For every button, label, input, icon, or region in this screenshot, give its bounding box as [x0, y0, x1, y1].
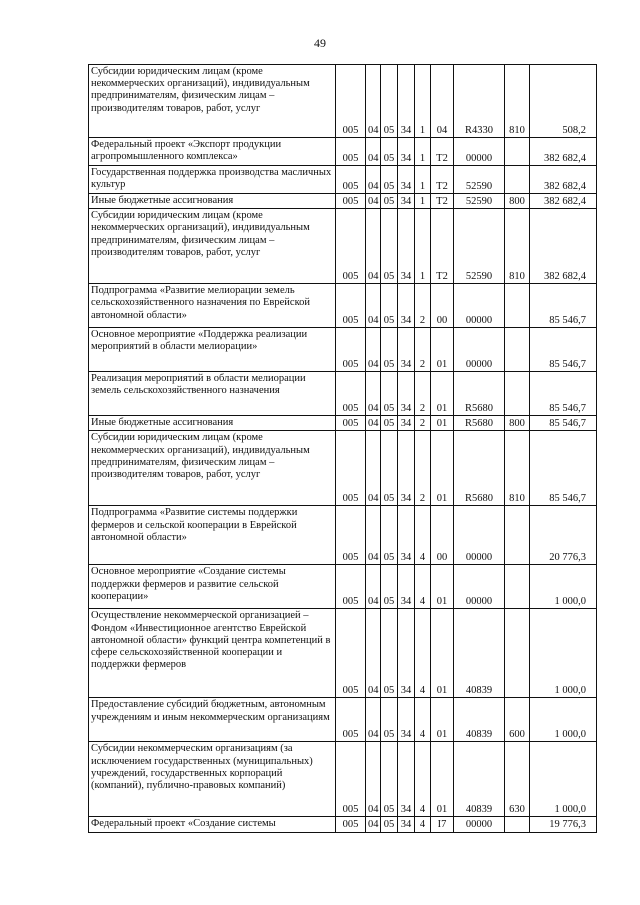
- program-code: 34: [398, 431, 415, 506]
- expense-type-code: [505, 817, 530, 832]
- program-code: 34: [398, 565, 415, 609]
- main-event-code: T2: [431, 138, 454, 166]
- main-event-code: 00: [431, 284, 454, 328]
- subprogram-code: 2: [415, 284, 431, 328]
- ministry-code: 005: [336, 416, 366, 431]
- expense-type-code: [505, 166, 530, 194]
- main-event-code: 01: [431, 328, 454, 372]
- budget-table: [88, 64, 597, 833]
- amount: 1 000,0: [530, 742, 597, 817]
- amount: 19 776,3: [530, 817, 597, 832]
- subsection-code: 05: [381, 609, 398, 698]
- section-code: 04: [366, 698, 381, 742]
- row-name: Осуществление некоммерческой организацией – Фондом «Инвестиционное агентство Еврейской автономной области» функций центра компетенций в сфере сельскохозяйственной кооперации и поддержки фермеров: [89, 609, 336, 698]
- expense-type-code: [505, 506, 530, 565]
- subsection-code: 05: [381, 817, 398, 832]
- program-code: 34: [398, 138, 415, 166]
- direction-code: R5680: [454, 416, 505, 431]
- ministry-code: 005: [336, 609, 366, 698]
- section-code: 04: [366, 506, 381, 565]
- row-name: Предоставление субсидий бюджетным, автономным учреждениям и иным некоммерческим организациям: [89, 698, 336, 742]
- subsection-code: 05: [381, 284, 398, 328]
- subsection-code: 05: [381, 138, 398, 166]
- subprogram-code: 4: [415, 609, 431, 698]
- subsection-code: 05: [381, 372, 398, 416]
- expense-type-code: 810: [505, 431, 530, 506]
- section-code: 04: [366, 742, 381, 817]
- amount: 85 546,7: [530, 372, 597, 416]
- expense-type-code: [505, 328, 530, 372]
- subsection-code: 05: [381, 328, 398, 372]
- main-event-code: 01: [431, 416, 454, 431]
- subsection-code: 05: [381, 416, 398, 431]
- amount: 85 546,7: [530, 328, 597, 372]
- section-code: 04: [366, 431, 381, 506]
- expense-type-code: 600: [505, 698, 530, 742]
- section-code: 04: [366, 328, 381, 372]
- amount: 85 546,7: [530, 416, 597, 431]
- direction-code: 00000: [454, 565, 505, 609]
- ministry-code: 005: [336, 65, 366, 138]
- direction-code: 00000: [454, 284, 505, 328]
- table-row: [89, 431, 597, 506]
- program-code: 34: [398, 609, 415, 698]
- program-code: 34: [398, 166, 415, 194]
- expense-type-code: [505, 565, 530, 609]
- amount: 382 682,4: [530, 194, 597, 209]
- table-row: [89, 138, 597, 166]
- subsection-code: 05: [381, 431, 398, 506]
- direction-code: 00000: [454, 817, 505, 832]
- ministry-code: 005: [336, 431, 366, 506]
- expense-type-code: 810: [505, 65, 530, 138]
- subsection-code: 05: [381, 698, 398, 742]
- section-code: 04: [366, 565, 381, 609]
- row-name: Иные бюджетные ассигнования: [89, 416, 336, 431]
- subsection-code: 05: [381, 166, 398, 194]
- table-row: [89, 328, 597, 372]
- table-row: [89, 742, 597, 817]
- amount: 382 682,4: [530, 138, 597, 166]
- row-name: Субсидии юридическим лицам (кроме некоммерческих организаций), индивидуальным предпринимателям, физическим лицам – производителям товаров, работ, услуг: [89, 431, 336, 506]
- subprogram-code: 2: [415, 328, 431, 372]
- row-name: Субсидии юридическим лицам (кроме некоммерческих организаций), индивидуальным предпринимателям, физическим лицам – производителям товаров, работ, услуг: [89, 65, 336, 138]
- ministry-code: 005: [336, 506, 366, 565]
- ministry-code: 005: [336, 372, 366, 416]
- ministry-code: 005: [336, 284, 366, 328]
- table-row: [89, 609, 597, 698]
- main-event-code: T2: [431, 209, 454, 284]
- subprogram-code: 1: [415, 194, 431, 209]
- subsection-code: 05: [381, 209, 398, 284]
- program-code: 34: [398, 372, 415, 416]
- row-name: Подпрограмма «Развитие системы поддержки фермеров и сельской кооперации в Еврейской автономной области»: [89, 506, 336, 565]
- subsection-code: 05: [381, 742, 398, 817]
- amount: 1 000,0: [530, 609, 597, 698]
- row-name: Основное мероприятие «Создание системы поддержки фермеров и развитие сельской кооперации»: [89, 565, 336, 609]
- page-number: 49: [314, 36, 326, 50]
- amount: 1 000,0: [530, 698, 597, 742]
- subprogram-code: 1: [415, 166, 431, 194]
- section-code: 04: [366, 138, 381, 166]
- section-code: 04: [366, 65, 381, 138]
- subprogram-code: 2: [415, 416, 431, 431]
- section-code: 04: [366, 209, 381, 284]
- subprogram-code: 4: [415, 698, 431, 742]
- section-code: 04: [366, 166, 381, 194]
- direction-code: 52590: [454, 209, 505, 284]
- expense-type-code: 630: [505, 742, 530, 817]
- row-name: Субсидии некоммерческим организациям (за исключением государственных (муниципальных) учреждений, государственных корпораций (компаний), публично-правовых компаний): [89, 742, 336, 817]
- program-code: 34: [398, 209, 415, 284]
- row-name: Государственная поддержка производства масличных культур: [89, 166, 336, 194]
- section-code: 04: [366, 284, 381, 328]
- table-row: [89, 284, 597, 328]
- table-row: [89, 372, 597, 416]
- ministry-code: 005: [336, 698, 366, 742]
- amount: 85 546,7: [530, 284, 597, 328]
- program-code: 34: [398, 194, 415, 209]
- main-event-code: 00: [431, 506, 454, 565]
- budget-table-body: [89, 65, 597, 833]
- amount: 382 682,4: [530, 166, 597, 194]
- expense-type-code: [505, 372, 530, 416]
- program-code: 34: [398, 817, 415, 832]
- table-row: [89, 194, 597, 209]
- main-event-code: 01: [431, 431, 454, 506]
- ministry-code: 005: [336, 166, 366, 194]
- subsection-code: 05: [381, 506, 398, 565]
- ministry-code: 005: [336, 194, 366, 209]
- expense-type-code: [505, 138, 530, 166]
- direction-code: 40839: [454, 609, 505, 698]
- ministry-code: 005: [336, 138, 366, 166]
- subprogram-code: 1: [415, 65, 431, 138]
- ministry-code: 005: [336, 209, 366, 284]
- subprogram-code: 1: [415, 138, 431, 166]
- direction-code: R5680: [454, 372, 505, 416]
- section-code: 04: [366, 194, 381, 209]
- program-code: 34: [398, 284, 415, 328]
- row-name: Реализация мероприятий в области мелиорации земель сельскохозяйственного назначения: [89, 372, 336, 416]
- amount: 382 682,4: [530, 209, 597, 284]
- section-code: 04: [366, 416, 381, 431]
- row-name: Основное мероприятие «Поддержка реализации мероприятий в области мелиорации»: [89, 328, 336, 372]
- main-event-code: T2: [431, 194, 454, 209]
- section-code: 04: [366, 817, 381, 832]
- program-code: 34: [398, 416, 415, 431]
- direction-code: 52590: [454, 166, 505, 194]
- subprogram-code: 4: [415, 506, 431, 565]
- direction-code: 00000: [454, 138, 505, 166]
- ministry-code: 005: [336, 328, 366, 372]
- subsection-code: 05: [381, 194, 398, 209]
- program-code: 34: [398, 328, 415, 372]
- main-event-code: 01: [431, 698, 454, 742]
- subprogram-code: 4: [415, 817, 431, 832]
- expense-type-code: [505, 609, 530, 698]
- direction-code: R4330: [454, 65, 505, 138]
- table-row: [89, 565, 597, 609]
- main-event-code: 04: [431, 65, 454, 138]
- direction-code: 40839: [454, 742, 505, 817]
- row-name: Подпрограмма «Развитие мелиорации земель сельскохозяйственного назначения по Еврейской автономной области»: [89, 284, 336, 328]
- amount: 20 776,3: [530, 506, 597, 565]
- ministry-code: 005: [336, 565, 366, 609]
- direction-code: 00000: [454, 328, 505, 372]
- subsection-code: 05: [381, 565, 398, 609]
- row-name: Федеральный проект «Экспорт продукции агропромышленного комплекса»: [89, 138, 336, 166]
- table-row: [89, 416, 597, 431]
- program-code: 34: [398, 742, 415, 817]
- main-event-code: I7: [431, 817, 454, 832]
- amount: 85 546,7: [530, 431, 597, 506]
- program-code: 34: [398, 65, 415, 138]
- amount: 1 000,0: [530, 565, 597, 609]
- table-row: [89, 65, 597, 138]
- direction-code: 52590: [454, 194, 505, 209]
- row-name: Федеральный проект «Создание системы: [89, 817, 336, 832]
- expense-type-code: [505, 284, 530, 328]
- row-name: Субсидии юридическим лицам (кроме некоммерческих организаций), индивидуальным предпринимателям, физическим лицам – производителям товаров, работ, услуг: [89, 209, 336, 284]
- main-event-code: 01: [431, 609, 454, 698]
- table-row: [89, 698, 597, 742]
- subprogram-code: 4: [415, 565, 431, 609]
- expense-type-code: 800: [505, 194, 530, 209]
- expense-type-code: 810: [505, 209, 530, 284]
- direction-code: 40839: [454, 698, 505, 742]
- table-row: [89, 209, 597, 284]
- subprogram-code: 4: [415, 742, 431, 817]
- row-name: Иные бюджетные ассигнования: [89, 194, 336, 209]
- main-event-code: T2: [431, 166, 454, 194]
- subprogram-code: 2: [415, 431, 431, 506]
- section-code: 04: [366, 372, 381, 416]
- program-code: 34: [398, 698, 415, 742]
- direction-code: R5680: [454, 431, 505, 506]
- amount: 508,2: [530, 65, 597, 138]
- subprogram-code: 2: [415, 372, 431, 416]
- table-row: [89, 166, 597, 194]
- expense-type-code: 800: [505, 416, 530, 431]
- table-row: [89, 817, 597, 832]
- main-event-code: 01: [431, 565, 454, 609]
- program-code: 34: [398, 506, 415, 565]
- ministry-code: 005: [336, 742, 366, 817]
- main-event-code: 01: [431, 742, 454, 817]
- ministry-code: 005: [336, 817, 366, 832]
- subsection-code: 05: [381, 65, 398, 138]
- table-row: [89, 506, 597, 565]
- subprogram-code: 1: [415, 209, 431, 284]
- main-event-code: 01: [431, 372, 454, 416]
- direction-code: 00000: [454, 506, 505, 565]
- section-code: 04: [366, 609, 381, 698]
